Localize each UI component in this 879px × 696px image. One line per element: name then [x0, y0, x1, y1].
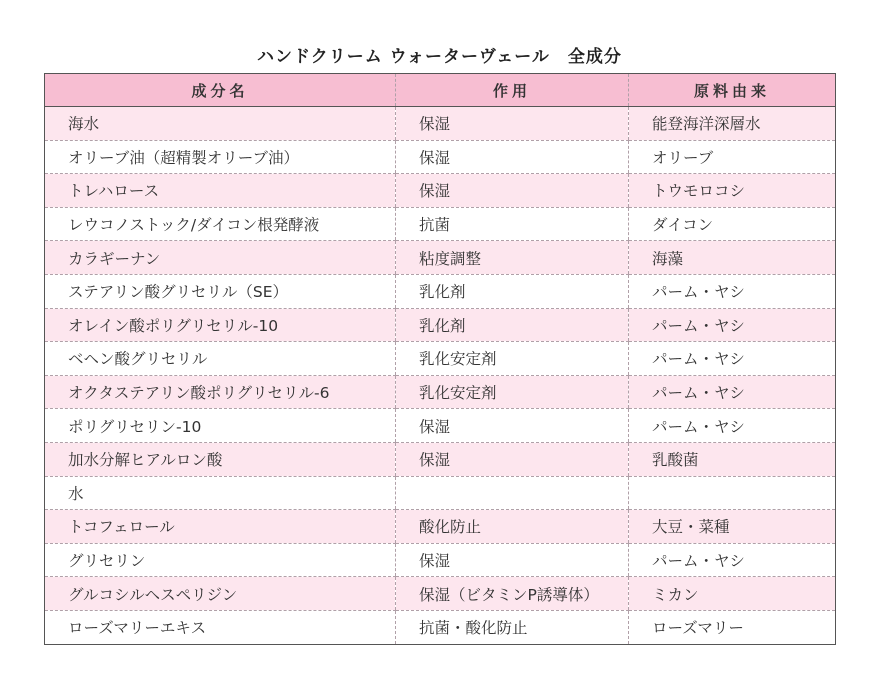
table-row — [45, 375, 836, 409]
table-row — [45, 409, 836, 443]
ingredient-name-cell: グリセリン — [45, 543, 396, 577]
origin-cell: パーム・ヤシ — [629, 308, 836, 342]
function-cell: 保湿 — [396, 442, 629, 476]
origin-cell: パーム・ヤシ — [629, 409, 836, 443]
ingredient-name-cell: オリーブ油（超精製オリーブ油） — [45, 140, 396, 174]
table-row — [45, 174, 836, 208]
table-row — [45, 442, 836, 476]
function-cell: 乳化安定剤 — [396, 375, 629, 409]
function-cell: 乳化安定剤 — [396, 342, 629, 376]
ingredients-table — [44, 73, 836, 645]
header-ingredient-name: 成分名 — [45, 74, 396, 107]
ingredient-name-cell: オレイン酸ポリグリセリル-10 — [45, 308, 396, 342]
table-row — [45, 308, 836, 342]
page-title: ハンドクリーム ウォーターヴェール 全成分 — [257, 47, 622, 67]
table-row — [45, 207, 836, 241]
origin-cell: パーム・ヤシ — [629, 375, 836, 409]
ingredient-name-cell: トレハロース — [45, 174, 396, 208]
ingredient-name-cell: ベヘン酸グリセリル — [45, 342, 396, 376]
ingredient-name-cell: ステアリン酸グリセリル（SE） — [45, 274, 396, 308]
function-cell — [396, 476, 629, 510]
ingredient-name-cell: グルコシルヘスペリジン — [45, 577, 396, 611]
table-row — [45, 577, 836, 611]
ingredient-name-cell: オクタステアリン酸ポリグリセリル-6 — [45, 375, 396, 409]
origin-cell: 海藻 — [629, 241, 836, 275]
ingredient-name-cell: トコフェロール — [45, 510, 396, 544]
origin-cell: 能登海洋深層水 — [629, 107, 836, 141]
header-origin: 原料由来 — [629, 74, 836, 107]
origin-cell: ローズマリー — [629, 610, 836, 644]
function-cell: 抗菌 — [396, 207, 629, 241]
table-row — [45, 510, 836, 544]
function-cell: 保湿 — [396, 140, 629, 174]
table-row — [45, 342, 836, 376]
table-row — [45, 274, 836, 308]
table-row — [45, 107, 836, 141]
header-row — [45, 74, 836, 107]
origin-cell: ダイコン — [629, 207, 836, 241]
table-row — [45, 476, 836, 510]
table-row — [45, 543, 836, 577]
table-row — [45, 140, 836, 174]
table-row — [45, 241, 836, 275]
origin-cell: パーム・ヤシ — [629, 342, 836, 376]
function-cell: 乳化剤 — [396, 274, 629, 308]
origin-cell: トウモロコシ — [629, 174, 836, 208]
origin-cell: オリーブ — [629, 140, 836, 174]
ingredient-name-cell: ポリグリセリン-10 — [45, 409, 396, 443]
ingredient-name-cell: 加水分解ヒアルロン酸 — [45, 442, 396, 476]
origin-cell: 大豆・菜種 — [629, 510, 836, 544]
ingredient-name-cell: レウコノストック/ダイコン根発酵液 — [45, 207, 396, 241]
function-cell: 粘度調整 — [396, 241, 629, 275]
origin-cell: ミカン — [629, 577, 836, 611]
origin-cell: パーム・ヤシ — [629, 274, 836, 308]
origin-cell: 乳酸菌 — [629, 442, 836, 476]
function-cell: 保湿 — [396, 409, 629, 443]
function-cell: 保湿 — [396, 543, 629, 577]
ingredient-name-cell: 海水 — [45, 107, 396, 141]
table-body — [45, 107, 836, 645]
ingredient-name-cell: カラギーナン — [45, 241, 396, 275]
function-cell: 保湿（ビタミンP誘導体） — [396, 577, 629, 611]
function-cell: 酸化防止 — [396, 510, 629, 544]
function-cell: 保湿 — [396, 107, 629, 141]
ingredient-name-cell: ローズマリーエキス — [45, 610, 396, 644]
table-header — [45, 74, 836, 107]
function-cell: 抗菌・酸化防止 — [396, 610, 629, 644]
header-function: 作用 — [396, 74, 629, 107]
table-row — [45, 610, 836, 644]
function-cell: 保湿 — [396, 174, 629, 208]
ingredient-name-cell: 水 — [45, 476, 396, 510]
function-cell: 乳化剤 — [396, 308, 629, 342]
origin-cell — [629, 476, 836, 510]
origin-cell: パーム・ヤシ — [629, 543, 836, 577]
